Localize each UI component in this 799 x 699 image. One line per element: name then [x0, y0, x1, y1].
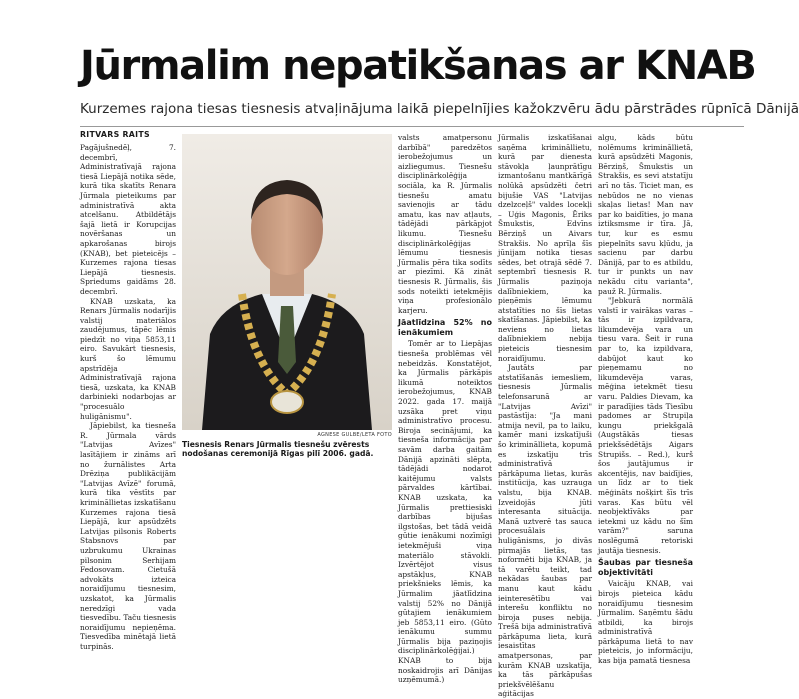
header-divider — [80, 126, 744, 127]
paragraph: Jautāts par atstatīšanās iemesliem, tiesnesis Jūrmalis telefonsarunā ar "Latvijas Avīzi" pastāstīja: "Ja mani atmija nevil, pa to laiku, kamēr mani izskatījuši šo krimināllieta, kopumā es izskatīju trīs administratīvā pārkāpuma lietas, kurās institūcija, kas uzrauga valstu, bija KNAB. Izveidojās jūti interesanta situācija. Manā uztverē tas sauca procesuālais huligānisms, jo divās pirmajās lietās, tas noformēti bija KNAB, ja tā varētu teikt, tad nekādas šaubas par manu kaut kādu ieinteresētību vai interešu konfliktu no biroja puses nebija. Trešā bija administratīvā pārkāpuma lieta, kurā iesaistītas amatpersonas, par kurām KNAB uzskatīja, ka tās pārkāpušas priekšvēlēšanu aģitācijas — [498, 363, 592, 699]
section-heading: Jāatlīdzina 52% no ienākumiem — [398, 318, 492, 337]
article-column-1 — [80, 143, 176, 651]
article-headline: Jūrmalim nepatikšanas ar KNAB — [80, 43, 756, 89]
article-column-2 — [398, 133, 492, 685]
paragraph: KNAB uzskata, ka Renars Jūrmalis nodarījis valstij materiālos zaudējumus, tāpēc lēmis piedzīt no viņa 5853,11 eiro. Savukārt tiesnesis, kurš šo lēmumu apstrīdēja Administratīvajā rajona tiesā, uzskata, ka KNAB darbinieki nodarbojas ar "procesuālo huligānismu". — [80, 296, 176, 421]
paragraph: Jāpiebilst, ka tiesneša R. Jūrmala vārds "Latvijas Avīzes" lasītājiem ir zināms arī no žurnālistes Arta Drēziņa publikācijām "Latvijas Avīzē" forumā, kurā tika vēstīts par krimināllietas izskatīšanu Kurzemes rajona tiesā Liepājā, kur apsūdzēts Latvijas pilsonis Roberts Stabsnovs par uzbrukumu Ukrainas pilsonim Serhijam Fedosovam. Cietušā advokāts izteica noraidījumu tiesnesim, uzskatot, ka Jūrmalis neredzīgi vada tiesvedību. Taču tiesnesis noraidījumu nepieņēma. Tiesvedība minētajā lietā turpinās. — [80, 421, 176, 651]
section-heading: Šaubas par tiesneša objektivitāti — [598, 558, 693, 577]
paragraph: "Jebkurā normālā valstī ir vairākas varas – tās ir izpildvara, likumdevēja vara un tiesu vara. Šeit ir runa par to, ka izpildvara, dabūjot kaut ko pieņemamu no likumdevēja varas, mēģina ietekmēt tiesu varu. Paldies Dievam, ka ir paradījies tāds Tiesību padomes ar Strupiļa kungu priekšgalā (Augstākās tiesas priekšsēdētājs Aigars Strupišs. – Red.), kurš šos jautājumus ir akcentējis, nav baidījies, un līdz ar to tiek mēģināts nošķirt šīs trīs varas. Kas būtu vēl neobjektīvāks par ietekmi uz kādu no šīm varām?" saruna noslēgumā retoriski jautāja tiesnesis. — [598, 296, 693, 555]
paragraph: Pagājušnedēļ, 7. decembrī, Administratīvajā rajona tiesā Liepājā notika sēde, kurā tika skatīts Renara Jūrmala pieteikums par administratīvā akta atcelšanu. Atbildētājs šajā lietā ir Korupcijas novēršanas un apkarošanas birojs (KNAB), bet pieteicējs – Kurzemes rajona tiesas Liepājā tiesnesis. Spriedums gaidāms 28. decembrī. — [80, 143, 176, 296]
photo-caption: Tiesnesis Renars Jūrmalis tiesnešu zvērests nodošanas ceremonijā Rīgas pilī 2006. gadā. — [182, 440, 374, 459]
article-column-4 — [598, 133, 693, 666]
byline: RITVARS RAITS — [80, 130, 150, 139]
paragraph: Jūrmalis izskatīšanai saņēma krimināllietu, kurā par dienesta stāvokļa ļaunprātīgu izmantošanu mantkārīgā nolūkā apsūdzēti četri bijušie VAS "Latvijas dzelzceļš" valdes locekļi – Uģis Magonis, Ēriks Šmukstis, Edvīns Bērziņš un Aivars Strakšis. No aprīļa šīs jūnijam notika tiesas sēdes, bet otrajā sēdē 7. septembrī tiesnesis R. Jūrmalis paziņoja dalībniekiem, ka pieņēmis lēmumu atstatīties no šīs lietas skatīšanas. Jāpiebilst, ka neviens no lietas dalībniekiem nebija pieteicis tiesnesim noraidījumu. — [498, 133, 592, 363]
photo-credit: AGNESE GULBE/LETA FOTO — [317, 432, 392, 438]
paragraph: valsts amatpersonu darbībā" paredzētos ierobežojumus un aizliegumus. Tiesnešu disciplinārkolēģija sociāla, ka R. Jūrmalis tiesnešu amatu savienojis ar tādu amatu, kas nav atļauts, tādējādi pārkāpjot likumu. Tiesnešu disciplinārkolēģijas lēmumu tiesnesis Jūrmalis pēra tika sodīts ar piezīmi. Kā zināt tiesnesis R. Jūrmalis, šis sods noteikti ietekmējis viņa profesionālo karjeru. — [398, 133, 492, 315]
article-subheadline: Kurzemes rajona tiesas tiesnesis atvaļinājuma laikā piepelnījies kažokzvēru ādu pārstrādes rūpnīcā Dānijā — [80, 101, 799, 117]
paragraph: algu, kāds būtu nolēmums krimināllietā, kurā apsūdzēti Magonis, Bērziņš, Šmukstis un Strakšis, es sevi atstatīju arī no tās. Ticiet man, es nebūdos ne no vienas skaļas lietas! Man nav par ko baidīties, jo mana iztiksmsme ir tīra. Jā, tur, kur es esmu piepelnīts savu kļūdu, ja sacienu par darbu Dānijā, par to es atbildu, tur ir punkts un nav nekādu citu varianta", pauž R. Jūrmalis. — [598, 133, 693, 296]
paragraph: Tomēr ar to Liepājas tiesneša problēmas vēl nebeidzās. Konstatējot, ka Jūrmalis pārkāpis likumā noteiktos ierobežojumus, KNAB 2022. gada 17. maijā uzsāka pret viņu administratīvo procesu. Biroja secinājumi, ka tiesneša informācija par savām darba gaitām Dānijā apzināti slēpta, tādējādi nodarot kaitējumu valsts pārvaldes kārtībai. KNAB uzskata, ka Jūrmalis prettiesiski darbības bijušas ilgstošas, bet tādā veidā gūtie ienākumi nozīmīgi ietekmējuši viņa materiālo stāvokli. Izvērtējot visus apstākļus, KNAB priekšnieks lēmis, ka Jūrmalim jāatlīdzina valstij 52% no Dānijā gūtajiem ienākumiem jeb 5853,11 eiro. (Gūto ienākumu summu Jūrmalis bija paziņojis disciplinārkolēģijai.) KNAB to bija noskaidrojis arī Dānijas uzņēmumā.) — [398, 339, 492, 685]
photo-image — [182, 134, 392, 430]
article-column-3 — [498, 133, 592, 699]
paragraph: Vaicāju KNAB, vai birojs pieteica kādu noraidījumu tiesnesim Jūrmalim. Saņēmtu šādu atbildi, ka birojs administratīvā pārkāpuma lietā to nav pieteicis, jo informāciju, kas bija pamatā tiesnesa — [598, 579, 693, 666]
judge-portrait-photo — [182, 134, 392, 430]
